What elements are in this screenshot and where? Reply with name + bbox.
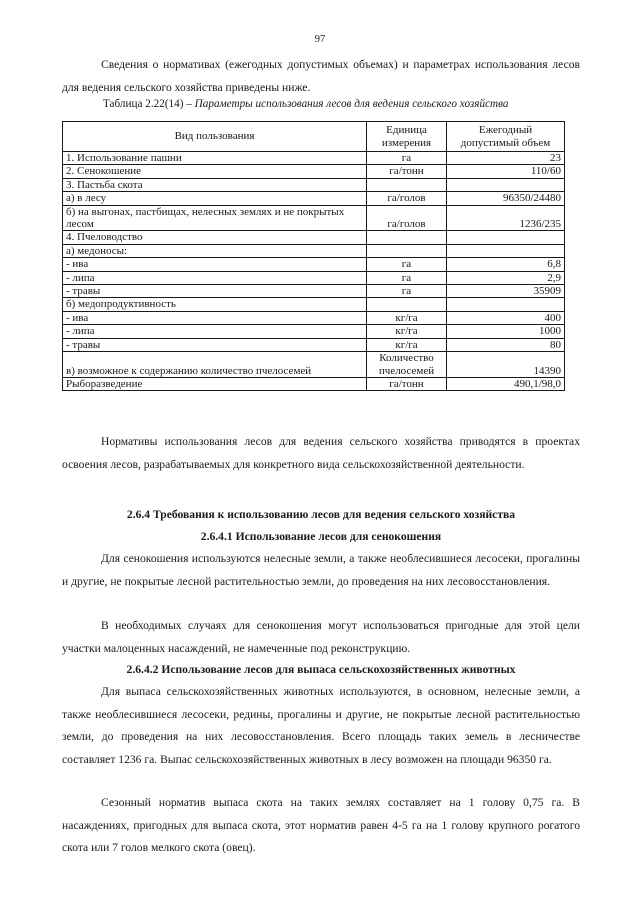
table-caption — [103, 98, 509, 110]
cell-annual-volume — [447, 178, 565, 191]
cell-annual-volume: 6,8 — [447, 258, 565, 271]
table-row — [63, 152, 565, 165]
table-row — [63, 325, 565, 338]
cell-unit: Количество пчелосемей — [367, 352, 447, 378]
table-row — [63, 311, 565, 324]
table-row — [63, 192, 565, 205]
cell-annual-volume: 35909 — [447, 285, 565, 298]
cell-annual-volume: 2,9 — [447, 271, 565, 284]
cell-annual-volume — [447, 298, 565, 311]
table-header-row — [63, 122, 565, 152]
intro-paragraph: Сведения о нормативах (ежегодных допустимых объемах) и параметрах использования лесов для ведения сельского хозяйства приведены ниже. — [62, 58, 580, 94]
table-row — [63, 244, 565, 257]
section-heading-2-6-4-1: 2.6.4.1 Использование лесов для сенокошения — [200, 530, 442, 543]
cell-unit: кг/га — [367, 325, 447, 338]
cell-usage-type: - липа — [63, 271, 367, 284]
cell-annual-volume: 490,1/98,0 — [447, 377, 565, 390]
header-usage-type: Вид пользования — [63, 122, 367, 152]
cell-annual-volume — [447, 244, 565, 257]
cell-usage-type: а) медоносы: — [63, 244, 367, 257]
table-row — [63, 178, 565, 191]
table-row — [63, 377, 565, 390]
cell-unit: га — [367, 285, 447, 298]
cell-usage-type: б) медопродуктивность — [63, 298, 367, 311]
cell-usage-type: б) на выгонах, пастбищах, нелесных землях и не покрытых лесом — [63, 205, 367, 231]
cell-unit: кг/га — [367, 338, 447, 351]
table-row — [63, 165, 565, 178]
cell-usage-type: - липа — [63, 325, 367, 338]
table-row — [63, 258, 565, 271]
cell-annual-volume: 80 — [447, 338, 565, 351]
cell-unit: га/голов — [367, 205, 447, 231]
table-row — [63, 298, 565, 311]
hay-paragraph-1: Для сенокошения используются нелесные земли, а также необлесившиеся лесосеки, прогалины и другие, не покрытые лесной растительностью земли, до проведения на них лесовосстановления. — [62, 552, 580, 588]
cell-usage-type: - ива — [63, 258, 367, 271]
cell-unit — [367, 244, 447, 257]
cell-annual-volume: 110/60 — [447, 165, 565, 178]
cell-annual-volume — [447, 231, 565, 244]
table-caption-title: Параметры использования лесов для ведения сельского хозяйства — [194, 98, 509, 110]
cell-usage-type: - травы — [63, 338, 367, 351]
cell-usage-type: 1. Использование пашни — [63, 152, 367, 165]
grazing-paragraph-2: Сезонный норматив выпаса скота на таких землях составляет на 1 голову 0,75 га. В насаждениях, пригодных для выпаса скота, этот норматив равен 4-5 га на 1 голову крупного рогатого скота или 7 голов мелкого скота (овец). — [62, 796, 580, 854]
cell-annual-volume: 1000 — [447, 325, 565, 338]
cell-usage-type: 3. Пастьба скота — [63, 178, 367, 191]
cell-usage-type: в) возможное к содержанию количество пчелосемей — [63, 352, 367, 378]
cell-unit — [367, 178, 447, 191]
cell-unit: га/тонн — [367, 377, 447, 390]
hay-paragraph-2: В необходимых случаях для сенокошения могут использоваться пригодные для этой цели участки малоценных насаждений, не намеченные под реконструкцию. — [62, 619, 580, 655]
header-annual-volume: Ежегодный допустимый объем — [447, 122, 565, 152]
header-unit: Единица измерения — [367, 122, 447, 152]
cell-annual-volume: 96350/24480 — [447, 192, 565, 205]
section-heading-2-6-4-2: 2.6.4.2 Использование лесов для выпаса сельскохозяйственных животных — [126, 663, 516, 676]
cell-unit: га — [367, 152, 447, 165]
table-row — [63, 285, 565, 298]
section-heading-2-6-4: 2.6.4 Требования к использованию лесов для ведения сельского хозяйства — [126, 508, 516, 521]
cell-unit: кг/га — [367, 311, 447, 324]
cell-unit: га/голов — [367, 192, 447, 205]
cell-annual-volume: 400 — [447, 311, 565, 324]
cell-usage-type: 2. Сенокошение — [63, 165, 367, 178]
table-row — [63, 338, 565, 351]
after-table-paragraph: Нормативы использования лесов для ведения сельского хозяйства приводятся в проектах освоения лесов, разрабатываемых для конкретного вида сельскохозяйственной деятельности. — [62, 435, 580, 471]
usage-parameters-table — [62, 121, 565, 391]
table-caption-label: Таблица 2.22(14) – — [103, 98, 195, 110]
cell-usage-type: - травы — [63, 285, 367, 298]
cell-unit: га/тонн — [367, 165, 447, 178]
cell-annual-volume: 23 — [447, 152, 565, 165]
cell-unit — [367, 298, 447, 311]
grazing-paragraph-1: Для выпаса сельскохозяйственных животных используются, в основном, нелесные земли, а также необлесившиеся лесосеки, редины, прогалины и другие, не покрытые лесной растительностью земли, до проведения на них лесовосстановления. Всего площадь таких земель в лесничестве составляет 1236 га. Выпас сельскохозяйственных животных в лесу возможен на площади 96350 га. — [62, 685, 580, 766]
table-row — [63, 271, 565, 284]
cell-unit: га — [367, 271, 447, 284]
cell-unit: га — [367, 258, 447, 271]
table-row — [63, 205, 565, 231]
page-number: 97 — [314, 34, 326, 45]
cell-usage-type: Рыборазведение — [63, 377, 367, 390]
table-row — [63, 352, 565, 378]
cell-usage-type: 4. Пчеловодство — [63, 231, 367, 244]
cell-annual-volume: 14390 — [447, 352, 565, 378]
cell-unit — [367, 231, 447, 244]
cell-annual-volume: 1236/235 — [447, 205, 565, 231]
cell-usage-type: а) в лесу — [63, 192, 367, 205]
table-row — [63, 231, 565, 244]
cell-usage-type: - ива — [63, 311, 367, 324]
